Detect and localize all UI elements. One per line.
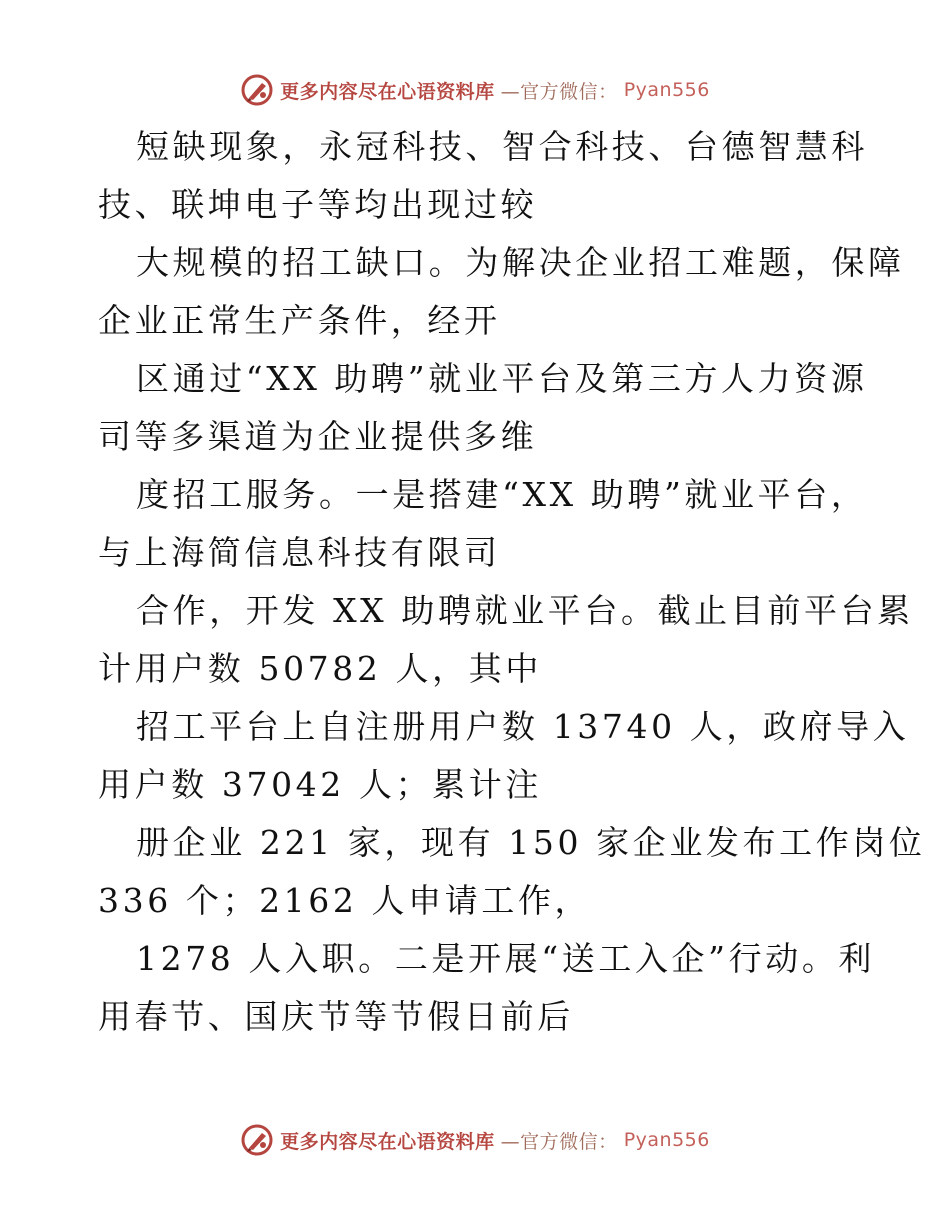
text-line: 册企业 221 家，现有 150 家企业发布工作岗位	[136, 823, 926, 862]
text-line: 技、联坤电子等均出现过较	[98, 185, 538, 224]
document-body	[98, 118, 926, 1046]
text-line: 用春节、国庆节等节假日前后	[98, 997, 574, 1036]
header-banner	[0, 70, 950, 110]
footer-banner	[0, 1120, 950, 1160]
banner-wechat-id: Pyan556	[623, 79, 710, 101]
text-line: 1278 人入职。二是开展“送工入企”行动。利	[136, 939, 876, 978]
banner-wechat-label: —官方微信：	[500, 80, 618, 103]
text-line: 合作，开发 XX 助聘就业平台。截止目前平台累	[136, 591, 914, 630]
text-line: 区通过“XX 助聘”就业平台及第三方人力资源	[136, 359, 868, 398]
text-line: 大规模的招工缺口。为解决企业招工难题，保障	[136, 243, 905, 282]
text-line: 度招工服务。一是搭建“XX 助聘”就业平台，	[136, 475, 868, 514]
text-line: 司等多渠道为企业提供多维	[98, 417, 538, 456]
banner-wechat-label: —官方微信：	[500, 1130, 618, 1153]
text-line: 企业正常生产条件，经开	[98, 301, 501, 340]
text-line: 与上海简信息科技有限司	[98, 533, 501, 572]
banner-site-text: 更多内容尽在心语资料库	[280, 80, 495, 103]
text-line: 计用户数 50782 人，其中	[98, 649, 542, 688]
banner-wechat-id: Pyan556	[623, 1129, 710, 1151]
text-line: 招工平台上自注册用户数 13740 人，政府导入	[136, 707, 910, 746]
text-line: 336 个；2162 人申请工作，	[98, 881, 592, 920]
text-line: 用户数 37042 人；累计注	[98, 765, 542, 804]
pen-logo-icon	[240, 73, 274, 107]
banner-site-text: 更多内容尽在心语资料库	[280, 1130, 495, 1153]
pen-logo-icon	[240, 1123, 274, 1157]
text-line: 短缺现象，永冠科技、智合科技、台德智慧科	[136, 127, 868, 166]
